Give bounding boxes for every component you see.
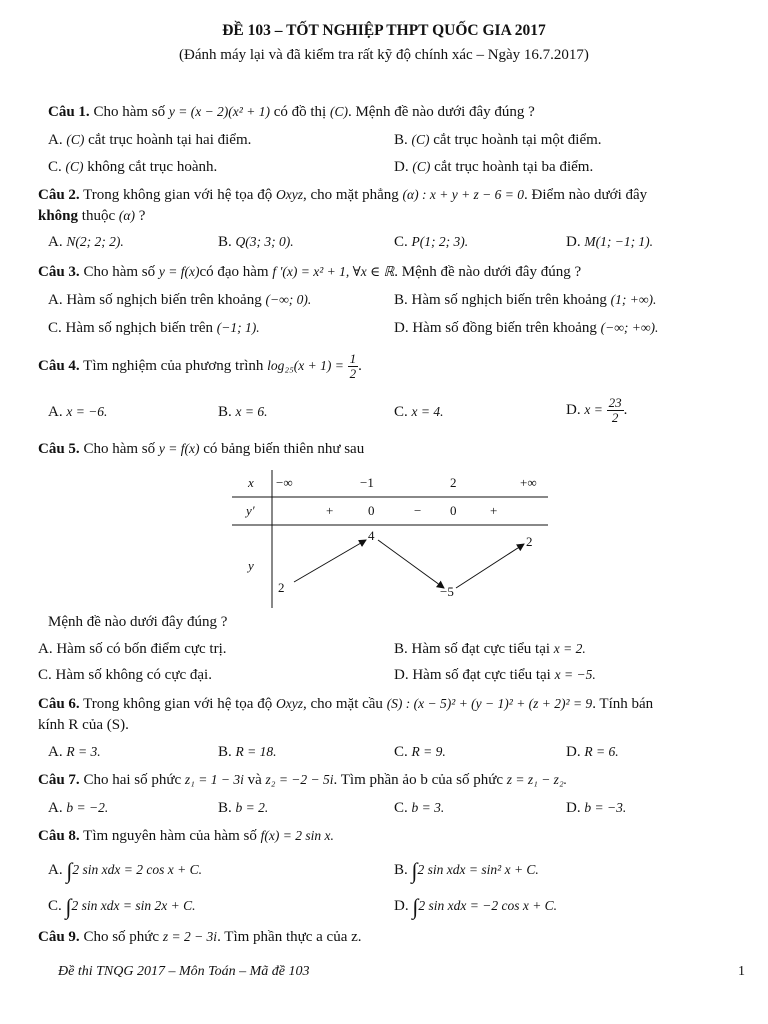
- answer-letter: B.: [394, 292, 408, 308]
- answer-letter: D.: [566, 800, 581, 816]
- question-text: . Tìm phần thực a của z.: [217, 929, 362, 945]
- answer-letter: A.: [48, 292, 63, 308]
- answer-text: Hàm số không có cực đại.: [55, 667, 212, 683]
- exam-title: ĐỀ 103 – TỐT NGHIỆP THPT QUỐC GIA 2017: [222, 22, 546, 39]
- answer-text: không cắt trục hoành.: [87, 159, 218, 175]
- y-value: 4: [368, 528, 375, 543]
- question-text: Cho số phức: [83, 929, 160, 945]
- answer-b[interactable]: [394, 641, 586, 658]
- question-8: [38, 828, 334, 845]
- page-number: 1: [738, 964, 745, 979]
- fraction-denominator: 2: [611, 410, 619, 425]
- question-2: [38, 187, 647, 204]
- answer-letter: B.: [394, 132, 408, 148]
- question-text: , cho mặt phẳng: [302, 187, 399, 203]
- question-text: Trong không gian với hệ tọa độ: [83, 187, 273, 203]
- answer-c[interactable]: [48, 320, 260, 337]
- arrow-decreasing: [378, 540, 444, 588]
- answer-letter: B.: [394, 641, 408, 657]
- math-expression: x = −6.: [66, 404, 108, 419]
- math-expression: 2 sin xdx = sin 2x + C.: [71, 898, 196, 913]
- question-text: . Mệnh đề nào dưới đây đúng ?: [394, 264, 582, 280]
- answer-a[interactable]: [48, 404, 107, 421]
- math-expression: f(x) = 2 sin x.: [260, 828, 334, 843]
- question-text: . Mệnh đề nào dưới đây đúng ?: [347, 104, 535, 120]
- answer-text: Hàm số đạt cực tiểu tại: [412, 667, 551, 683]
- answer-letter: D.: [566, 234, 581, 250]
- answer-letter: D.: [394, 898, 409, 914]
- answer-letter: C.: [394, 404, 408, 420]
- answer-letter: C.: [394, 744, 408, 760]
- emphasis-text: không: [38, 208, 79, 224]
- answer-letter: A.: [48, 744, 63, 760]
- answer-letter: C.: [48, 159, 62, 175]
- row-label-y: y: [248, 558, 254, 573]
- math-expression: R = 6.: [584, 744, 619, 759]
- sign-value: +: [490, 503, 498, 518]
- answer-b[interactable]: [218, 234, 294, 251]
- math-expression: x = −5.: [554, 667, 596, 682]
- sign-value: +: [326, 503, 334, 518]
- math-expression: log₂₅(x + 1) =: [267, 357, 344, 373]
- math-expression: b = 3.: [411, 800, 445, 815]
- question-text: , cho mặt cầu: [302, 696, 383, 712]
- answer-letter: A.: [48, 862, 63, 878]
- answer-c[interactable]: [48, 159, 217, 176]
- math-expression: z = z₁ − z₂.: [506, 772, 568, 787]
- question-label: Câu 8.: [38, 828, 80, 844]
- answer-a[interactable]: [48, 234, 124, 251]
- answer-letter: B.: [218, 800, 232, 816]
- answer-letter: C.: [48, 898, 62, 914]
- math-expression: (C): [65, 159, 84, 174]
- question-label: Câu 2.: [38, 187, 80, 203]
- answer-text: Hàm số nghịch biến trên: [65, 320, 213, 336]
- question-text: Trong không gian với hệ tọa độ: [83, 696, 273, 712]
- answer-d[interactable]: [566, 800, 626, 817]
- math-expression: M(1; −1; 1).: [584, 234, 654, 249]
- math-expression: (−∞; 0).: [265, 292, 312, 307]
- math-expression: x = 6.: [235, 404, 268, 419]
- answer-b[interactable]: [394, 858, 539, 884]
- answer-text: Hàm số nghịch biến trên khoảng: [411, 292, 607, 308]
- answer-c[interactable]: [394, 744, 446, 761]
- x-value: −∞: [276, 475, 293, 490]
- math-expression: (−∞; +∞).: [600, 320, 659, 335]
- question-2-line-2: [38, 208, 145, 225]
- math-expression: (α) : x + y + z − 6 = 0: [402, 187, 525, 202]
- answer-a[interactable]: [48, 744, 101, 761]
- integral-sign: ∫: [412, 894, 419, 919]
- question-6-line-2: kính R của (S).: [38, 717, 129, 733]
- answer-letter: C.: [394, 234, 408, 250]
- answer-text: Hàm số đồng biến trên khoảng: [412, 320, 597, 336]
- question-text: .: [358, 357, 362, 374]
- math-expression: (1; +∞).: [610, 292, 657, 307]
- math-expression: z₁ = 1 − 3i: [184, 772, 244, 787]
- answer-a[interactable]: [48, 800, 108, 817]
- sign-value: 0: [368, 503, 375, 518]
- question-text: . Tính bán: [592, 696, 654, 712]
- math-expression: (S) : (x − 5)² + (y − 1)² + (z + 2)² = 9: [386, 696, 593, 711]
- answer-letter: D.: [566, 744, 581, 760]
- answer-text: cắt trục hoành tại hai điểm.: [88, 132, 252, 148]
- question-text: Cho hàm số: [83, 264, 156, 280]
- question-text: Tìm nghiệm của phương trình: [83, 357, 264, 374]
- question-4: [38, 352, 362, 381]
- arrow-increasing-1: [294, 540, 366, 582]
- answer-text: Hàm số có bốn điểm cực trị.: [56, 641, 227, 657]
- variation-table: [232, 470, 548, 608]
- answer-text: Hàm số nghịch biến trên khoảng: [66, 292, 262, 308]
- math-expression: x = 4.: [411, 404, 444, 419]
- answer-letter: B.: [394, 862, 408, 878]
- row-label-yprime: y′: [246, 503, 255, 518]
- question-label: Câu 4.: [38, 357, 80, 374]
- math-expression: 2 sin xdx = sin² x + C.: [417, 862, 539, 877]
- integral-sign: ∫: [65, 894, 72, 919]
- math-expression: b = 2.: [235, 800, 269, 815]
- arrow-increasing-2: [456, 544, 524, 588]
- question-text: có đạo hàm: [199, 264, 269, 280]
- sign-value: 0: [450, 503, 457, 518]
- x-value: +∞: [520, 475, 537, 490]
- answer-letter: B.: [218, 744, 232, 760]
- math-expression: P(1; 2; 3).: [411, 234, 469, 249]
- question-text: Cho hàm số: [93, 104, 166, 120]
- answer-b[interactable]: [394, 132, 602, 149]
- answer-d[interactable]: [394, 894, 557, 920]
- math-expression: y = f(x): [158, 441, 200, 456]
- question-9: [38, 929, 362, 946]
- math-expression: (−1; 1).: [216, 320, 260, 335]
- math-expression: z₂ = −2 − 5i: [265, 772, 334, 787]
- math-expression: Q(3; 3; 0).: [235, 234, 294, 249]
- fraction-numerator: 23: [608, 395, 622, 410]
- answer-b[interactable]: [218, 744, 277, 761]
- y-value: 2: [526, 534, 533, 549]
- math-expression: f ′(x) = x² + 1, ∀x ∈ ℝ: [272, 264, 395, 279]
- answer-letter: A.: [48, 404, 63, 420]
- question-label: Câu 3.: [38, 264, 80, 280]
- math-expression: b = −3.: [584, 800, 627, 815]
- answer-letter: B.: [218, 404, 232, 420]
- question-5-prompt: Mệnh đề nào dưới đây đúng ?: [48, 614, 228, 630]
- question-label: Câu 7.: [38, 772, 80, 788]
- fraction-numerator: 1: [349, 351, 357, 366]
- math-expression: (C): [329, 104, 348, 119]
- math-expression: b = −2.: [66, 800, 109, 815]
- answer-d[interactable]: [566, 396, 627, 425]
- answer-c[interactable]: [394, 404, 444, 421]
- math-expression: x = 2.: [553, 641, 586, 656]
- question-text: có bảng biến thiên như sau: [203, 441, 365, 457]
- footer-exam-info: Đề thi TNQG 2017 – Môn Toán – Mã đề 103: [58, 964, 310, 979]
- question-text: ?: [138, 208, 146, 224]
- question-text: . Điểm nào dưới đây: [524, 187, 648, 203]
- math-expression: x =: [584, 401, 603, 417]
- math-expression: N(2; 2; 2).: [66, 234, 124, 249]
- fraction-denominator: 2: [349, 366, 357, 381]
- integral-sign: ∫: [411, 858, 418, 883]
- answer-c[interactable]: [394, 234, 468, 251]
- question-7: [38, 772, 567, 789]
- answer-text: cắt trục hoành tại ba điểm.: [434, 159, 594, 175]
- answer-letter: D.: [394, 667, 409, 683]
- question-6: [38, 696, 653, 713]
- answer-d[interactable]: [566, 744, 619, 761]
- question-text: có đồ thị: [273, 104, 327, 120]
- question-text: . Tìm phần ảo b của số phức: [333, 772, 504, 788]
- x-value: −1: [360, 475, 374, 490]
- answer-letter: A.: [48, 800, 63, 816]
- math-expression: Oxyz: [275, 696, 303, 711]
- exam-subtitle: (Đánh máy lại và đã kiểm tra rất kỹ độ chính xác – Ngày 16.7.2017): [179, 47, 589, 63]
- answer-letter: D.: [394, 159, 409, 175]
- answer-a[interactable]: [48, 292, 311, 309]
- answer-b[interactable]: [218, 404, 268, 421]
- answer-letter: D.: [566, 401, 581, 418]
- question-text: Cho hàm số: [83, 441, 156, 457]
- y-value: 2: [278, 580, 285, 595]
- math-expression: y = f(x): [158, 264, 200, 279]
- answer-a[interactable]: [48, 132, 251, 149]
- fraction: [607, 396, 624, 425]
- question-text: và: [247, 772, 262, 788]
- math-expression: Oxyz: [275, 187, 303, 202]
- answer-letter: B.: [218, 234, 232, 250]
- question-label: Câu 6.: [38, 696, 80, 712]
- math-expression: R = 3.: [66, 744, 101, 759]
- answer-letter: D.: [394, 320, 409, 336]
- math-expression: R = 18.: [235, 744, 277, 759]
- answer-a[interactable]: [38, 641, 227, 658]
- answer-d[interactable]: [394, 320, 658, 337]
- math-expression: 2 sin xdx = 2 cos x + C.: [72, 862, 202, 877]
- answer-b[interactable]: [218, 800, 268, 817]
- question-3: [38, 264, 581, 281]
- question-text: Cho hai số phức: [83, 772, 182, 788]
- fraction: [348, 352, 359, 381]
- question-text: Tìm nguyên hàm của hàm số: [83, 828, 257, 844]
- answer-text: Hàm số đạt cực tiểu tại: [411, 641, 551, 657]
- row-label-x: x: [248, 475, 254, 490]
- answer-c[interactable]: [394, 800, 444, 817]
- math-expression: y = (x − 2)(x² + 1): [168, 104, 270, 119]
- answer-b[interactable]: [394, 292, 656, 309]
- answer-c[interactable]: [48, 894, 196, 920]
- question-label: Câu 1.: [48, 104, 90, 120]
- sign-value: −: [414, 503, 422, 518]
- integral-sign: ∫: [66, 858, 73, 883]
- answer-c[interactable]: [38, 667, 212, 684]
- answer-a[interactable]: [48, 858, 202, 884]
- math-expression: (C): [411, 132, 430, 147]
- answer-text: cắt trục hoành tại một điểm.: [433, 132, 602, 148]
- math-expression: 2 sin xdx = −2 cos x + C.: [418, 898, 558, 913]
- answer-d[interactable]: [566, 234, 653, 251]
- x-value: 2: [450, 475, 457, 490]
- math-expression: z = 2 − 3i: [162, 929, 218, 944]
- answer-d[interactable]: [394, 159, 593, 176]
- question-1: [48, 104, 535, 121]
- math-expression: (C): [66, 132, 85, 147]
- question-label: Câu 5.: [38, 441, 80, 457]
- answer-letter: A.: [48, 132, 63, 148]
- answer-letter: A.: [48, 234, 63, 250]
- math-expression: (C): [412, 159, 431, 174]
- math-expression: R = 9.: [411, 744, 446, 759]
- question-5: [38, 441, 364, 458]
- y-value: −5: [440, 584, 454, 599]
- answer-letter: C.: [38, 667, 52, 683]
- answer-letter: A.: [38, 641, 53, 657]
- punctuation: .: [623, 401, 628, 418]
- question-text: thuộc: [81, 208, 116, 224]
- math-expression: (α): [118, 208, 135, 223]
- answer-letter: C.: [48, 320, 62, 336]
- question-label: Câu 9.: [38, 929, 80, 945]
- answer-d[interactable]: [394, 667, 596, 684]
- answer-letter: C.: [394, 800, 408, 816]
